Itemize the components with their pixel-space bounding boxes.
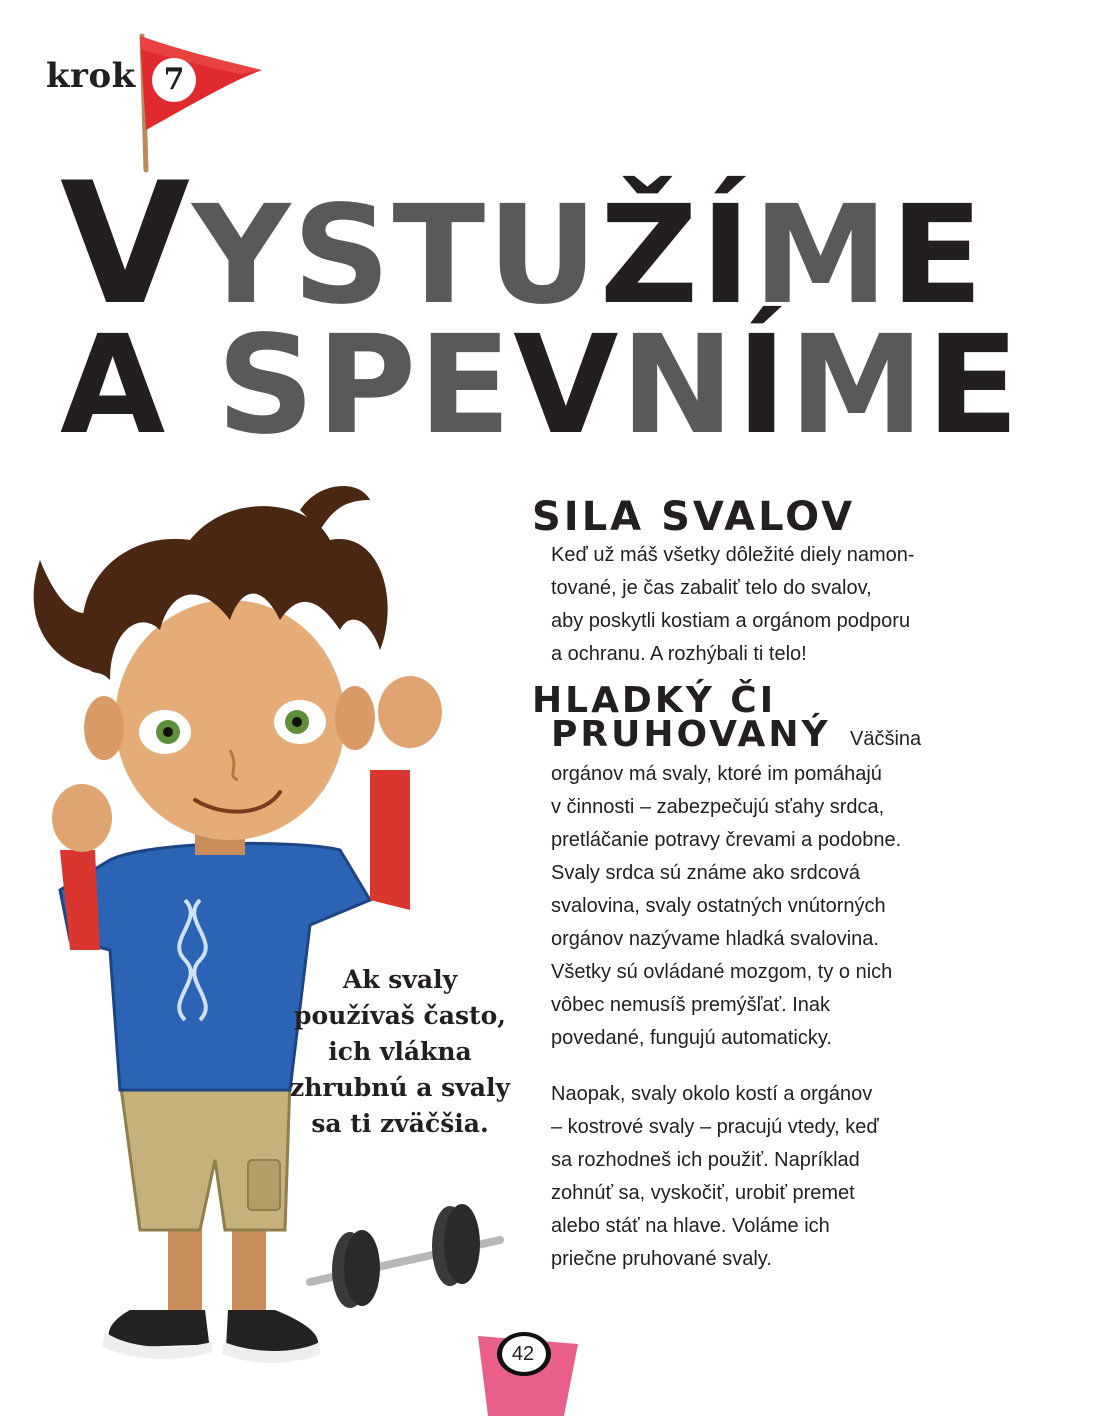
- title-char: M: [752, 177, 891, 335]
- text-line: v činnosti – zabezpečujú sťahy srdca,: [551, 796, 885, 818]
- page-number: 42: [511, 1343, 535, 1365]
- page-title-line1: [60, 146, 986, 342]
- title-char: Ž: [599, 177, 701, 335]
- title-char: V: [513, 307, 621, 465]
- title-char: Í: [736, 307, 789, 465]
- callout-text: [280, 962, 520, 1142]
- callout-line: ich vlákna: [328, 1037, 472, 1066]
- section-body-first-word: Väčšina: [850, 728, 922, 750]
- section-body-sila: [551, 539, 951, 671]
- text-line: orgánov má svaly, ktoré im pomáhajú: [551, 763, 882, 785]
- section-body-naopak: [551, 1078, 951, 1276]
- dumbbell-icon: [300, 1190, 510, 1310]
- text-line: svalovina, svaly ostatných vnútorných: [551, 895, 886, 917]
- text-line: orgánov nazývame hladká svalovina.: [551, 928, 879, 950]
- callout-line: zhrubnú a svaly: [290, 1073, 510, 1102]
- title-char: M: [788, 307, 927, 465]
- title-char: Í: [700, 177, 753, 335]
- text-line: sa rozhodneš ich použiť. Napríklad: [551, 1149, 860, 1171]
- section-heading-sila: SILA SVALOV: [532, 494, 856, 540]
- text-line: povedané, fungujú automaticky.: [551, 1027, 832, 1049]
- text-line: Keď už máš všetky dôležité diely namon-: [551, 544, 915, 566]
- text-line: zohnúť sa, vyskočiť, urobiť premet: [551, 1182, 855, 1204]
- title-char: S: [216, 307, 317, 465]
- title-char: A: [60, 307, 168, 465]
- text-line: aby poskytli kostiam a orgánom podporu: [551, 610, 911, 632]
- text-line: Svaly srdca sú známe ako srdcová: [551, 862, 861, 884]
- title-char: YSTU: [192, 177, 600, 335]
- text-line: Všetky sú ovládané mozgom, ty o nich: [551, 961, 893, 983]
- callout-line: používaš často,: [294, 1001, 506, 1030]
- title-char: PE: [316, 307, 514, 465]
- page-title-line2: [60, 307, 1022, 465]
- text-line: – kostrové svaly – pracujú vtedy, keď: [551, 1116, 879, 1138]
- title-char: E: [890, 177, 986, 335]
- title-char: E: [926, 307, 1022, 465]
- title-char: V: [60, 146, 193, 342]
- section-heading-hladky-line2: PRUHOVANÝ: [551, 714, 831, 755]
- step-label: krok: [46, 56, 136, 96]
- section-heading-hladky-line1: HLADKÝ ČI: [532, 680, 777, 721]
- text-line: alebo stáť na hlave. Voláme ich: [551, 1215, 830, 1237]
- text-line: vôbec nemusíš premýšľať. Inak: [551, 994, 831, 1016]
- title-char: N: [620, 307, 737, 465]
- text-line: tované, je čas zabaliť telo do svalov,: [551, 577, 872, 599]
- callout-line: Ak svaly: [342, 965, 458, 994]
- text-line: priečne pruhované svaly.: [551, 1248, 772, 1270]
- step-number: 7: [152, 58, 196, 102]
- text-line: a ochranu. A rozhýbali ti telo!: [551, 643, 807, 665]
- text-line: pretláčanie potravy črevami a podobne.: [551, 829, 902, 851]
- text-line: Naopak, svaly okolo kostí a orgánov: [551, 1083, 873, 1105]
- section-body-hladky: [551, 758, 951, 1055]
- callout-line: sa ti zväčšia.: [311, 1109, 489, 1138]
